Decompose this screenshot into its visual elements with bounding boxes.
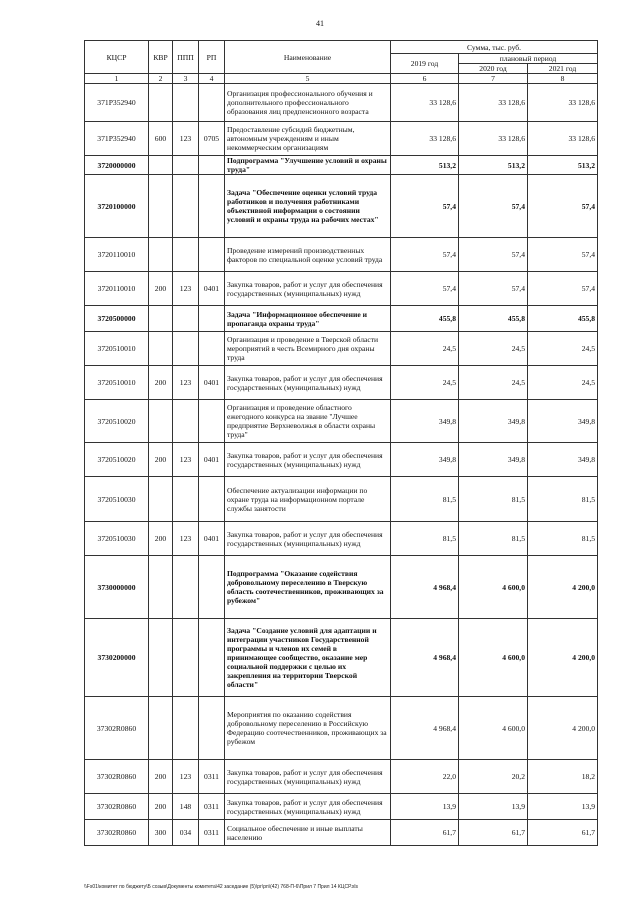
cell-kvr [149, 477, 173, 522]
cell-code: 3720500000 [85, 306, 149, 332]
cell-2021: 24,5 [528, 366, 598, 400]
cell-code: 37302R0860 [85, 697, 149, 760]
cell-2021: 57,4 [528, 175, 598, 238]
cell-ppp [173, 697, 199, 760]
cell-rp [199, 84, 225, 122]
cell-ppp [173, 175, 199, 238]
cell-2021: 81,5 [528, 477, 598, 522]
table-row [85, 443, 598, 477]
cell-2019: 349,8 [391, 400, 459, 443]
cell-rp [199, 400, 225, 443]
table-row [85, 122, 598, 156]
table-row [85, 794, 598, 820]
cell-kvr: 200 [149, 760, 173, 794]
cell-ppp: 123 [173, 122, 199, 156]
cell-2021: 4 200,0 [528, 697, 598, 760]
cell-kvr: 200 [149, 794, 173, 820]
cell-rp: 0311 [199, 760, 225, 794]
index-cell: 6 [391, 74, 459, 84]
cell-2019: 57,4 [391, 175, 459, 238]
cell-name: Предоставление субсидий бюджетным, автономным учреждениям и иным некоммерческим организациям [225, 122, 391, 156]
cell-kvr [149, 332, 173, 366]
cell-rp: 0401 [199, 443, 225, 477]
table-row [85, 556, 598, 619]
cell-code: 37302R0860 [85, 820, 149, 846]
cell-2019: 4 968,4 [391, 556, 459, 619]
cell-ppp: 148 [173, 794, 199, 820]
cell-code: 37302R0860 [85, 794, 149, 820]
cell-2021: 57,4 [528, 272, 598, 306]
cell-2019: 24,5 [391, 366, 459, 400]
cell-code: 3720510020 [85, 400, 149, 443]
index-cell: 3 [173, 74, 199, 84]
index-cell: 4 [199, 74, 225, 84]
cell-rp: 0401 [199, 366, 225, 400]
cell-kvr [149, 697, 173, 760]
cell-2021: 24,5 [528, 332, 598, 366]
cell-name: Проведение измерений производственных факторов по специальной оценке условий труда [225, 238, 391, 272]
cell-kvr [149, 306, 173, 332]
cell-2020: 4 600,0 [459, 697, 528, 760]
cell-code: 3720510010 [85, 366, 149, 400]
cell-rp [199, 477, 225, 522]
cell-name: Обеспечение актуализации информации по охране труда на информационном портале службы занятости [225, 477, 391, 522]
cell-code: 3720000000 [85, 156, 149, 175]
cell-name: Организация и проведение областного ежегодного конкурса на звание "Лучшее предприятие Верхневолжья в области охраны труда" [225, 400, 391, 443]
cell-code: 3720110010 [85, 238, 149, 272]
table-row [85, 477, 598, 522]
cell-2019: 4 968,4 [391, 697, 459, 760]
cell-2021: 513,2 [528, 156, 598, 175]
table-row [85, 760, 598, 794]
header-code: КЦСР [85, 41, 149, 74]
cell-ppp: 034 [173, 820, 199, 846]
cell-name: Задача "Обеспечение оценки условий труда работников и получения работниками объективной информации о состоянии условий и охраны труда на рабочих местах" [225, 175, 391, 238]
cell-code: 371Р352940 [85, 122, 149, 156]
cell-2019: 33 128,6 [391, 84, 459, 122]
cell-ppp: 123 [173, 522, 199, 556]
cell-kvr [149, 400, 173, 443]
cell-rp: 0311 [199, 820, 225, 846]
cell-2019: 57,4 [391, 272, 459, 306]
table-row [85, 332, 598, 366]
header-rp: РП [199, 41, 225, 74]
cell-kvr: 200 [149, 522, 173, 556]
cell-name: Задача "Информационное обеспечение и пропаганда охраны труда" [225, 306, 391, 332]
header-sum: Сумма, тыс. руб. [391, 41, 598, 54]
cell-rp [199, 175, 225, 238]
cell-name: Социальное обеспечение и иные выплаты населению [225, 820, 391, 846]
cell-2019: 13,9 [391, 794, 459, 820]
cell-rp [199, 306, 225, 332]
cell-rp [199, 238, 225, 272]
cell-2020: 24,5 [459, 366, 528, 400]
cell-2020: 81,5 [459, 522, 528, 556]
cell-2020: 57,4 [459, 272, 528, 306]
cell-ppp [173, 238, 199, 272]
budget-table [84, 40, 598, 846]
table-row [85, 272, 598, 306]
cell-rp [199, 697, 225, 760]
cell-name: Закупка товаров, работ и услуг для обеспечения государственных (муниципальных) нужд [225, 522, 391, 556]
cell-ppp: 123 [173, 443, 199, 477]
cell-ppp [173, 556, 199, 619]
cell-2019: 33 128,6 [391, 122, 459, 156]
cell-rp: 0311 [199, 794, 225, 820]
table-row [85, 366, 598, 400]
cell-code: 371Р352940 [85, 84, 149, 122]
cell-name: Закупка товаров, работ и услуг для обеспечения государственных (муниципальных) нужд [225, 366, 391, 400]
header-name: Наименование [225, 41, 391, 74]
cell-name: Задача "Создание условий для адаптации и интеграции участников Государственной программы и членов их семей в принимающее сообщество, оказание мер социальной поддержки с целью их закрепления на территории Тверской области" [225, 619, 391, 697]
table-row [85, 820, 598, 846]
cell-2019: 349,8 [391, 443, 459, 477]
cell-kvr [149, 238, 173, 272]
cell-2021: 349,8 [528, 400, 598, 443]
index-cell: 7 [459, 74, 528, 84]
cell-code: 3720510020 [85, 443, 149, 477]
table-row [85, 175, 598, 238]
cell-rp: 0401 [199, 522, 225, 556]
cell-kvr: 200 [149, 443, 173, 477]
table-row [85, 697, 598, 760]
cell-ppp [173, 332, 199, 366]
cell-2020: 33 128,6 [459, 122, 528, 156]
cell-2021: 57,4 [528, 238, 598, 272]
cell-2019: 513,2 [391, 156, 459, 175]
cell-code: 3720510010 [85, 332, 149, 366]
header-kvr: КВР [149, 41, 173, 74]
cell-2021: 455,8 [528, 306, 598, 332]
cell-2020: 24,5 [459, 332, 528, 366]
table-row [85, 619, 598, 697]
cell-2020: 57,4 [459, 238, 528, 272]
cell-kvr: 200 [149, 272, 173, 306]
cell-name: Закупка товаров, работ и услуг для обеспечения государственных (муниципальных) нужд [225, 272, 391, 306]
cell-ppp [173, 477, 199, 522]
header-2020: 2020 год [459, 64, 528, 74]
cell-name: Закупка товаров, работ и услуг для обеспечения государственных (муниципальных) нужд [225, 443, 391, 477]
cell-2020: 81,5 [459, 477, 528, 522]
cell-code: 3730200000 [85, 619, 149, 697]
cell-kvr [149, 156, 173, 175]
cell-ppp [173, 400, 199, 443]
cell-code: 3720100000 [85, 175, 149, 238]
table-row [85, 238, 598, 272]
header-planned: плановый период [459, 54, 598, 64]
cell-2020: 4 600,0 [459, 619, 528, 697]
table-row [85, 306, 598, 332]
cell-2020: 20,2 [459, 760, 528, 794]
cell-2021: 13,9 [528, 794, 598, 820]
cell-code: 3720510030 [85, 522, 149, 556]
cell-name: Подпрограмма "Оказание содействия добровольному переселению в Тверскую область соотечественников, проживающих за рубежом" [225, 556, 391, 619]
index-cell: 5 [225, 74, 391, 84]
cell-2021: 33 128,6 [528, 84, 598, 122]
cell-code: 3720510030 [85, 477, 149, 522]
cell-rp: 0705 [199, 122, 225, 156]
cell-2019: 22,0 [391, 760, 459, 794]
index-cell: 2 [149, 74, 173, 84]
cell-2021: 81,5 [528, 522, 598, 556]
header-2021: 2021 год [528, 64, 598, 74]
cell-rp [199, 332, 225, 366]
cell-2021: 4 200,0 [528, 556, 598, 619]
cell-kvr: 300 [149, 820, 173, 846]
header-ppp: ППП [173, 41, 199, 74]
cell-rp [199, 619, 225, 697]
cell-rp [199, 156, 225, 175]
cell-code: 3730000000 [85, 556, 149, 619]
cell-name: Закупка товаров, работ и услуг для обеспечения государственных (муниципальных) нужд [225, 760, 391, 794]
cell-ppp: 123 [173, 272, 199, 306]
cell-name: Организация и проведение в Тверской области мероприятий в честь Всемирного дня охраны труда [225, 332, 391, 366]
table-row [85, 84, 598, 122]
cell-ppp [173, 619, 199, 697]
table-row [85, 400, 598, 443]
cell-2021: 349,8 [528, 443, 598, 477]
cell-2020: 13,9 [459, 794, 528, 820]
cell-2021: 33 128,6 [528, 122, 598, 156]
cell-name: Организация профессионального обучения и дополнительного профессионального образования лиц предпенсионного возраста [225, 84, 391, 122]
cell-ppp [173, 84, 199, 122]
cell-rp: 0401 [199, 272, 225, 306]
cell-2019: 61,7 [391, 820, 459, 846]
table-row [85, 156, 598, 175]
cell-2019: 24,5 [391, 332, 459, 366]
cell-rp [199, 556, 225, 619]
cell-2019: 57,4 [391, 238, 459, 272]
cell-kvr [149, 175, 173, 238]
table-body [85, 84, 598, 846]
cell-ppp [173, 306, 199, 332]
index-row [85, 74, 598, 84]
cell-kvr [149, 556, 173, 619]
cell-2021: 61,7 [528, 820, 598, 846]
index-cell: 8 [528, 74, 598, 84]
cell-2020: 513,2 [459, 156, 528, 175]
cell-2020: 349,8 [459, 400, 528, 443]
header-2019: 2019 год [391, 54, 459, 74]
cell-name: Подпрограмма "Улучшение условий и охраны труда" [225, 156, 391, 175]
cell-2020: 349,8 [459, 443, 528, 477]
cell-kvr [149, 619, 173, 697]
cell-2020: 4 600,0 [459, 556, 528, 619]
cell-2020: 57,4 [459, 175, 528, 238]
table-row [85, 522, 598, 556]
file-path-footer: \\Fs01\комитет по бюджету\Б созыв\Документы комитета\42 заседание (5)\рг\рп\(42) 768-П-6\Прил 7 Прил 14 КЦСР.xls [84, 884, 358, 890]
cell-2021: 18,2 [528, 760, 598, 794]
cell-ppp: 123 [173, 760, 199, 794]
cell-ppp [173, 156, 199, 175]
cell-code: 3720110010 [85, 272, 149, 306]
page-number: 41 [316, 19, 324, 28]
cell-2020: 61,7 [459, 820, 528, 846]
cell-kvr: 600 [149, 122, 173, 156]
cell-kvr: 200 [149, 366, 173, 400]
cell-2019: 81,5 [391, 477, 459, 522]
cell-2021: 4 200,0 [528, 619, 598, 697]
cell-kvr [149, 84, 173, 122]
cell-2020: 455,8 [459, 306, 528, 332]
cell-2019: 81,5 [391, 522, 459, 556]
cell-name: Мероприятия по оказанию содействия добровольному переселению в Российскую Федерацию соотечественников, проживающих за рубежом [225, 697, 391, 760]
index-cell: 1 [85, 74, 149, 84]
cell-2019: 455,8 [391, 306, 459, 332]
cell-name: Закупка товаров, работ и услуг для обеспечения государственных (муниципальных) нужд [225, 794, 391, 820]
cell-ppp: 123 [173, 366, 199, 400]
cell-2019: 4 968,4 [391, 619, 459, 697]
cell-2020: 33 128,6 [459, 84, 528, 122]
cell-code: 37302R0860 [85, 760, 149, 794]
